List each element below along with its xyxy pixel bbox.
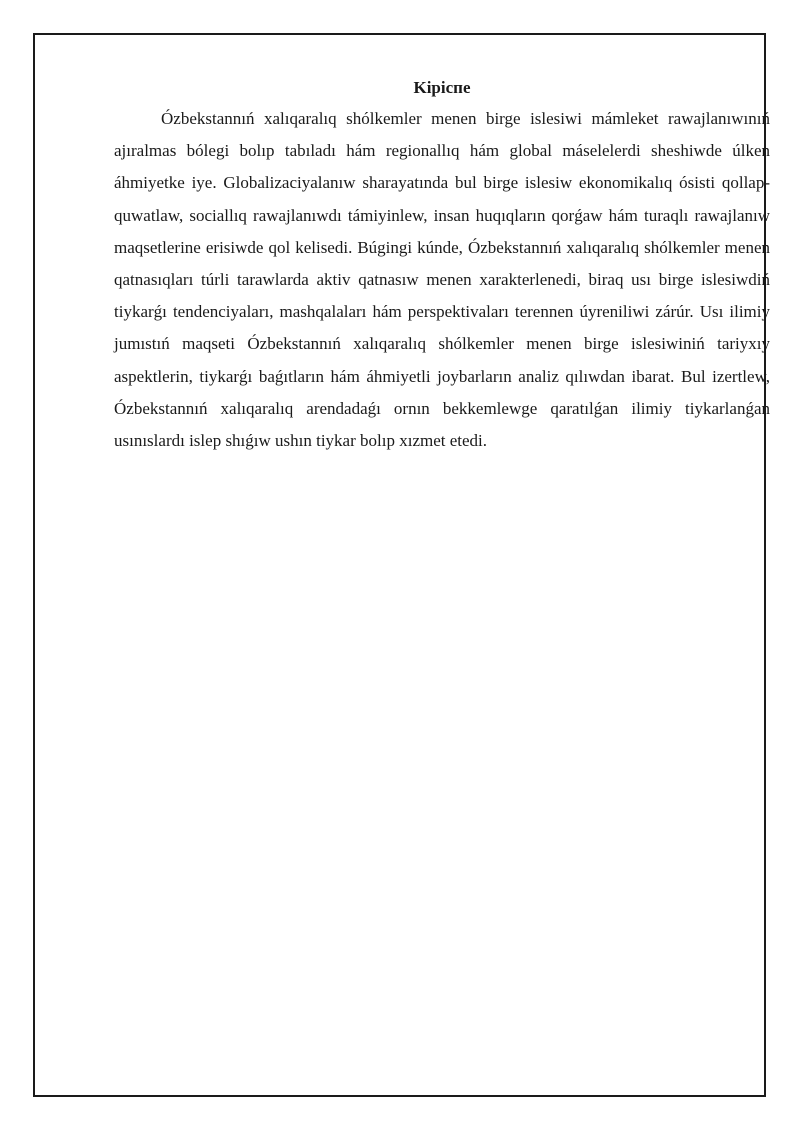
section-heading: Kipicпe (413, 78, 471, 97)
body-paragraph: Ózbekstannıń xalıqaralıq shólkemler menen birge islesiwi mámleket rawajlanıwınıń ajıralmas bólegi bolıp tabıladı hám regionallıq hám global máselelerdi sheshiwde úlken áhmiyetke iye. Globalizaciyalanıw sharayatında bul birge islesiw ekonomikalıq ósisti qollap-quwatlaw, sociallıq rawajlanıwdı támiyinlew, insan huqıqların qorǵaw hám turaqlı rawajlanıw maqsetlerine erisiwde qol kelisedi. Búgingi kúnde, Ózbekstannıń xalıqaralıq shólkemler menen qatnasıqları túrli tarawlarda aktiv qatnasıw menen xarakterlenedi, biraq usı birge islesiwdiń tiykarǵı tendenciyaları, mashqalaları hám perspektivaları terennen úyreniliwi zárúr. Usı ilimiy jumıstıń maqseti Ózbekstannıń xalıqaralıq shólkemler menen birge islesiwiniń tariyxıy aspektlerin, tiykarǵı baǵıtların hám áhmiyetli joybarların analiz qılıwdan ibarat. Bul izertlew, Ózbekstannıń xalıqaralıq arendadaǵı ornın bekkemlewge qaratılǵan ilimiy tiykarlanǵan usınıslardı islep shıǵıw ushın tiykar bolıp xızmet etedi. (114, 109, 770, 451)
document-content (114, 73, 770, 457)
